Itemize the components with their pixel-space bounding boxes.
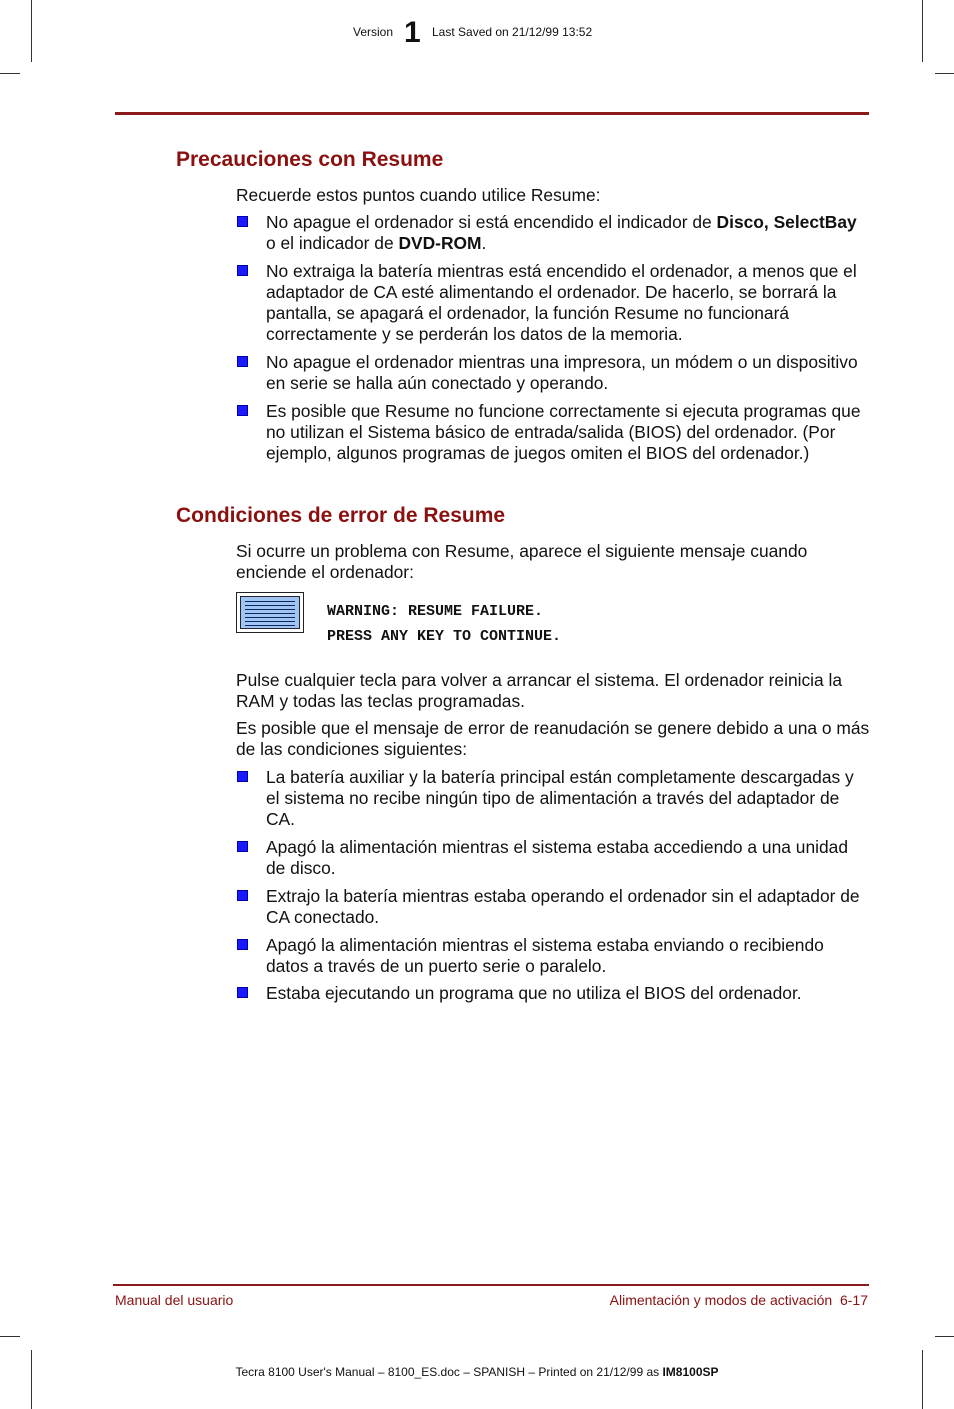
section2-paragraph-2: Es posible que el mensaje de error de reanudación se genere debido a una o más de las condiciones siguientes: [236, 718, 870, 759]
screen-message-icon [236, 592, 304, 633]
print-info: Tecra 8100 User's Manual – 8100_ES.doc – SPANISH – Printed on 21/12/99 as IM8100SP [235, 1365, 719, 1379]
section-title-condiciones: Condiciones de error de Resume [176, 504, 506, 527]
section-title-precauciones: Precauciones con Resume [176, 148, 444, 171]
bullet-icon [237, 890, 248, 901]
version-label: Version [353, 25, 394, 39]
crop-mark [922, 1350, 923, 1409]
footer-rule [113, 1284, 869, 1286]
section2-paragraph-1: Pulse cualquier tecla para volver a arrancar el sistema. El ordenador reinicia la RAM y todas las teclas programadas. [236, 670, 843, 711]
footer-right: Alimentación y modos de activación 6-17 [609, 1292, 868, 1308]
bullet-icon [237, 987, 248, 998]
bullet-icon [237, 939, 248, 950]
header-rule [115, 112, 869, 115]
crop-mark [935, 73, 954, 74]
warning-message-line1: WARNING: RESUME FAILURE. [327, 603, 544, 620]
version-number: 1 [404, 16, 421, 49]
crop-mark [935, 1336, 954, 1337]
bullet-icon [237, 841, 248, 852]
page-header [0, 16, 954, 49]
bullet-icon [237, 265, 248, 276]
bullet-icon [237, 216, 248, 227]
last-saved: Last Saved on 21/12/99 13:52 [432, 25, 593, 39]
bullet-icon [237, 356, 248, 367]
section1-intro: Recuerde estos puntos cuando utilice Resume: [236, 185, 601, 205]
bullet-icon [237, 771, 248, 782]
crop-mark [31, 1350, 32, 1409]
crop-mark [0, 1336, 20, 1337]
warning-message-line2: PRESS ANY KEY TO CONTINUE. [327, 628, 562, 645]
section2-intro: Si ocurre un problema con Resume, aparece el siguiente mensaje cuando enciende el ordenador: [236, 541, 808, 582]
crop-mark [0, 73, 20, 74]
footer-left: Manual del usuario [115, 1292, 234, 1308]
bullet-icon [237, 405, 248, 416]
